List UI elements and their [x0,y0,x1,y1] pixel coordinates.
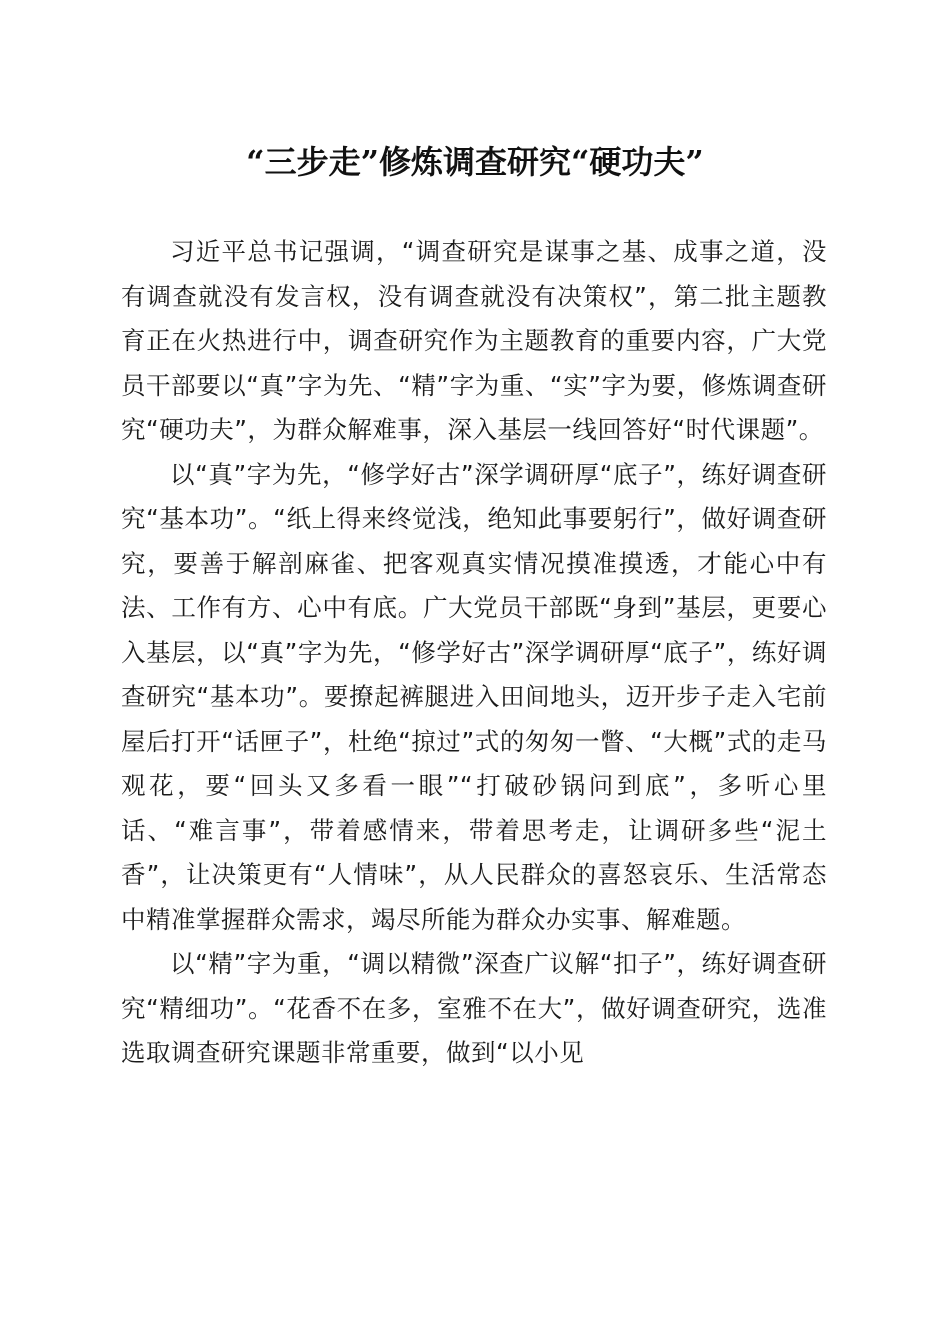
paragraph-1: 习近平总书记强调，“调查研究是谋事之基、成事之道，没有调查就没有发言权，没有调查就没有决策权”，第二批主题教育正在火热进行中，调查研究作为主题教育的重要内容，广大党员干部要以“真”字为先、“精”字为重、“实”字为要，修炼调查研究“硬功夫”，为群众解难事，深入基层一线回答好“时代课题”。 [121,237,827,444]
document-title: “三步走”修炼调查研究“硬功夫” [246,143,704,181]
document-body [121,230,827,1076]
paragraph-3: 以“精”字为重，“调以精微”深查广议解“扣子”，练好调查研究“精细功”。“花香不在多，室雅不在大”，做好调查研究，选准选取调查研究课题非常重要，做到“以小见 [121,949,827,1067]
paragraph-2: 以“真”字为先，“修学好古”深学调研厚“底子”，练好调查研究“基本功”。“纸上得来终觉浅，绝知此事要躬行”，做好调查研究，要善于解剖麻雀、把客观真实情况摸准摸透，才能心中有法、工作有方、心中有底。广大党员干部既“身到”基层，更要心入基层，以“真”字为先，“修学好古”深学调研厚“底子”，练好调查研究“基本功”。要撩起裤腿进入田间地头，迈开步子走入宅前屋后打开“话匣子”，杜绝“掠过”式的匆匆一瞥、“大概”式的走马观花，要“回头又多看一眼”“打破砂锅问到底”，多听心里话、“难言事”，带着感情来，带着思考走，让调研多些“泥土香”，让决策更有“人情味”，从人民群众的喜怒哀乐、生活常态中精准掌握群众需求，竭尽所能为群众办实事、解难题。 [121,459,827,934]
